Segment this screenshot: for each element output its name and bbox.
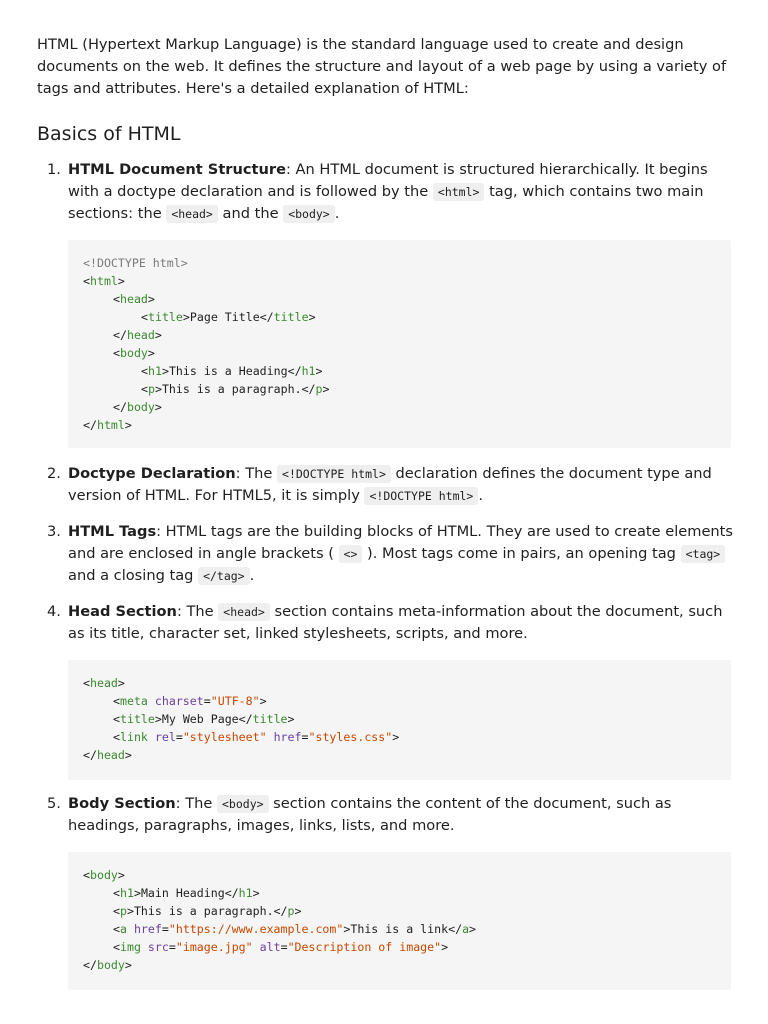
item-heading: HTML Tags bbox=[68, 523, 157, 540]
list-item-doctype bbox=[47, 463, 736, 507]
item-heading: Head Section bbox=[68, 603, 177, 620]
code-line: </body> bbox=[113, 400, 162, 414]
item-text: : HTML tags are the building blocks of HTML. They are used to create elements and are enclosed in angle brackets ( bbox=[68, 523, 734, 562]
code-line: </head> bbox=[83, 748, 132, 762]
code-line: <head> bbox=[83, 676, 125, 690]
intro-paragraph: HTML (Hypertext Markup Language) is the standard language used to create and design documents on the web. It defines the structure and layout of a web page by using a variety of tags and attributes. Here's a detailed explanation of HTML: bbox=[37, 36, 727, 97]
item-text: ). Most tags come in pairs, an opening tag bbox=[362, 545, 681, 562]
item-heading: Body Section bbox=[68, 795, 176, 812]
code-line: <body> bbox=[83, 868, 125, 882]
item-heading: HTML Document Structure bbox=[68, 161, 286, 178]
item-text: . bbox=[334, 205, 340, 222]
code-line: <a href="https://www.example.com">This is a link</a> bbox=[113, 922, 477, 936]
inline-code: <!DOCTYPE html> bbox=[364, 487, 478, 505]
list-item-head-section bbox=[47, 601, 736, 645]
code-line: <html> bbox=[83, 274, 125, 288]
inline-code: <head> bbox=[166, 205, 218, 223]
code-line: <p>This is a paragraph.</p> bbox=[113, 904, 302, 918]
item-text: : The bbox=[175, 795, 217, 812]
item-text: section contains meta-information about the document, such as its title, character set, linked stylesheets, scripts, and more. bbox=[68, 603, 723, 642]
code-line: </html> bbox=[83, 418, 132, 432]
item-text: and a closing tag bbox=[68, 567, 199, 584]
code-line: <h1>This is a Heading</h1> bbox=[141, 364, 323, 378]
item-text: . bbox=[249, 567, 255, 584]
inline-code: </tag> bbox=[198, 567, 250, 585]
inline-code: <body> bbox=[217, 795, 269, 813]
item-text: tag, which contains two main sections: the bbox=[68, 183, 704, 222]
list-item-document-structure bbox=[47, 159, 736, 225]
item-text: : The bbox=[176, 603, 219, 620]
item-text: : An HTML document is structured hierarchically. It begins with a doctype declaration and is followed by the bbox=[68, 161, 708, 200]
code-line: <p>This is a paragraph.</p> bbox=[141, 382, 330, 396]
item-text: and the bbox=[217, 205, 284, 222]
code-line: </body> bbox=[83, 958, 132, 972]
list-number: 3. bbox=[47, 523, 61, 540]
code-line: <img src="image.jpg" alt="Description of image"> bbox=[113, 940, 449, 954]
inline-code: <head> bbox=[218, 603, 270, 621]
code-line: <body> bbox=[113, 346, 155, 360]
list-item-html-tags bbox=[47, 521, 736, 587]
code-block-head-section bbox=[68, 660, 731, 780]
inline-code: <!DOCTYPE html> bbox=[277, 465, 391, 483]
item-text: . bbox=[478, 487, 483, 504]
code-line: <!DOCTYPE html> bbox=[83, 256, 188, 270]
code-line: <h1>Main Heading</h1> bbox=[113, 886, 260, 900]
list-item-body-section bbox=[47, 793, 736, 837]
code-block-document-structure bbox=[68, 240, 731, 448]
inline-code: <body> bbox=[283, 205, 335, 223]
code-line: <link rel="stylesheet" href="styles.css"> bbox=[113, 730, 400, 744]
list-number: 5. bbox=[47, 795, 61, 812]
code-line: </head> bbox=[113, 328, 162, 342]
list-number: 4. bbox=[47, 603, 61, 620]
item-heading: Doctype Declaration bbox=[68, 465, 236, 482]
item-text: section contains the content of the document, such as headings, paragraphs, images, links, lists, and more. bbox=[68, 795, 672, 834]
list-number: 1. bbox=[47, 161, 61, 178]
code-line: <title>My Web Page</title> bbox=[113, 712, 295, 726]
list-number: 2. bbox=[47, 465, 61, 482]
code-line: <head> bbox=[113, 292, 155, 306]
item-text: : The bbox=[235, 465, 278, 482]
inline-code: <html> bbox=[433, 183, 485, 201]
section-title: Basics of HTML bbox=[37, 123, 181, 145]
code-line: <meta charset="UTF-8"> bbox=[113, 694, 267, 708]
item-text: declaration defines the document type and version of HTML. For HTML5, it is simply bbox=[68, 465, 712, 504]
code-block-body-section bbox=[68, 852, 731, 990]
inline-code: <tag> bbox=[681, 545, 726, 563]
code-line: <title>Page Title</title> bbox=[141, 310, 316, 324]
inline-code: <> bbox=[339, 545, 363, 563]
